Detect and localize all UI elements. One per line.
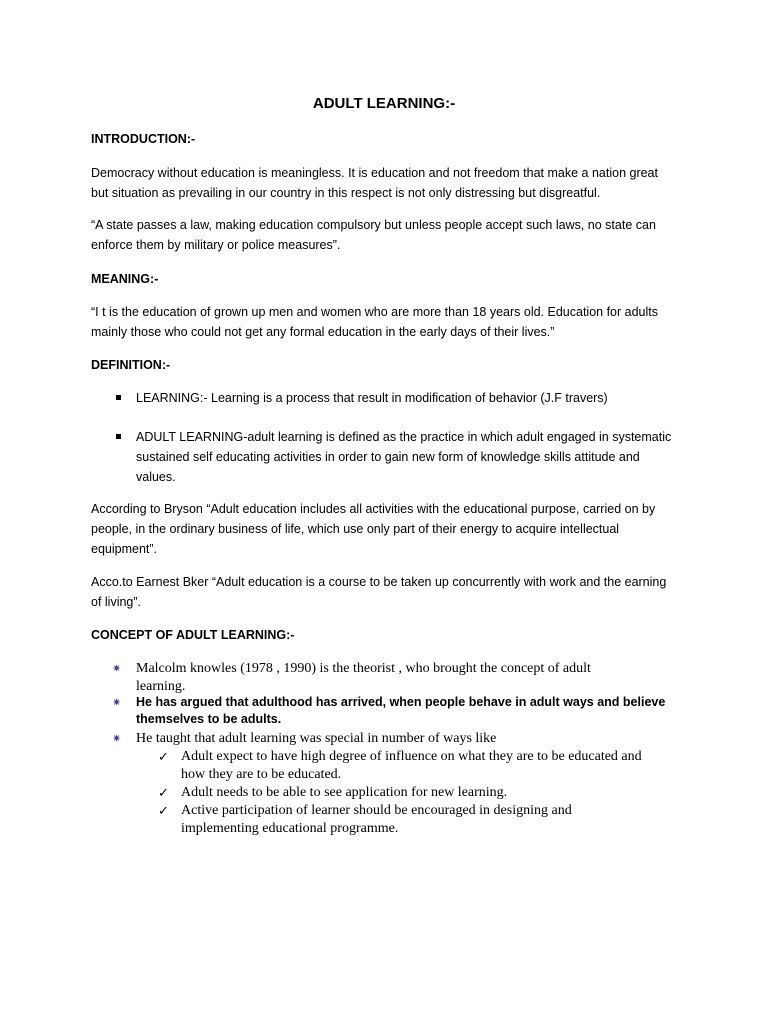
checkmark-icon: ✓	[158, 785, 169, 800]
text-line: Adult needs to be able to see application for new learning.	[181, 785, 508, 800]
text-line: but situation as prevailing in our country in this respect is not only distressing but disgreatful.	[91, 186, 601, 200]
text-line: “I t is the education of grown up men and women who are more than 18 years old. Education for adults	[91, 305, 658, 319]
text-line: Malcolm knowles (1978 , 1990) is the theorist , who brought the concept of adult	[136, 661, 591, 676]
meaning-heading: MEANING:-	[91, 272, 159, 286]
text-line: learning.	[136, 679, 186, 694]
concept-item-taught	[112, 730, 681, 748]
text-line: He taught that adult learning was special in number of ways like	[136, 731, 497, 746]
text-line: ADULT LEARNING-adult learning is defined as the practice in which adult engaged in systematic	[136, 430, 672, 444]
checkmark-icon: ✓	[158, 803, 169, 818]
bker-quote	[91, 572, 681, 612]
text-line: equipment”.	[91, 542, 158, 556]
introduction-paragraph-1	[91, 163, 681, 203]
star-bullet-icon: ✷	[112, 733, 122, 745]
square-bullet-icon	[116, 395, 121, 400]
text-line: Democracy without education is meaningless. It is education and not freedom that make a nation great	[91, 166, 658, 180]
text-line: Acco.to Earnest Bker “Adult education is a course to be taken up concurrently with work and the earning	[91, 575, 667, 589]
text-line: of living”.	[91, 595, 142, 609]
bryson-quote	[91, 499, 681, 559]
concept-subitem-participation	[158, 802, 681, 838]
concept-heading: CONCEPT OF ADULT LEARNING:-	[91, 628, 295, 642]
definition-item-learning	[136, 388, 681, 408]
star-bullet-icon: ✷	[112, 663, 122, 675]
checkmark-icon: ✓	[158, 749, 169, 764]
text-line: sustained self educating activities in order to gain new form of knowledge skills attitude and	[136, 450, 640, 464]
text-line: mainly those who could not get any formal education in the early days of their lives.”	[91, 325, 555, 339]
text-line: values.	[136, 470, 176, 484]
definition-item-adult-learning	[136, 427, 681, 487]
concept-item-adulthood	[112, 694, 681, 728]
page-title: ADULT LEARNING:-	[312, 95, 456, 112]
introduction-paragraph-2	[91, 215, 681, 255]
text-line: Adult expect to have high degree of influence on what they are to be educated and	[181, 749, 642, 764]
meaning-paragraph	[91, 302, 681, 342]
text-line: implementing educational programme.	[181, 821, 399, 836]
text-line: LEARNING:- Learning is a process that result in modification of behavior (J.F travers)	[136, 391, 608, 405]
text-line: how they are to be educated.	[181, 767, 342, 782]
text-line: people, in the ordinary business of life, which use only part of their energy to acquire intellectual	[91, 522, 620, 536]
star-bullet-icon: ✷	[112, 697, 122, 709]
text-line: enforce them by military or police measures”.	[91, 238, 341, 252]
introduction-heading: INTRODUCTION:-	[91, 132, 196, 146]
text-line: themselves to be adults.	[136, 712, 282, 726]
text-line: According to Bryson “Adult education includes all activities with the educational purpose, carried on by	[91, 502, 656, 516]
concept-item-knowles	[112, 660, 681, 696]
text-line: He has argued that adulthood has arrived, when people behave in adult ways and believe	[136, 695, 666, 709]
text-line: “A state passes a law, making education compulsory but unless people accept such laws, no state can	[91, 218, 656, 232]
square-bullet-icon	[116, 434, 121, 439]
concept-subitem-application	[158, 784, 681, 802]
definition-heading: DEFINITION:-	[91, 358, 171, 372]
text-line: Active participation of learner should be encouraged in designing and	[181, 803, 572, 818]
concept-subitem-influence	[158, 748, 681, 784]
